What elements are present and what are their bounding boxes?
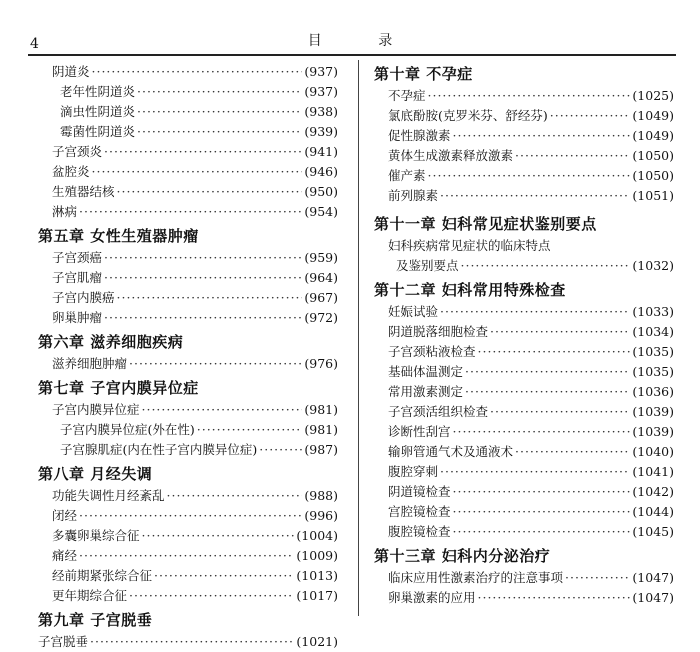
toc-entry[interactable]: 子宫内膜癌 ····· (967) (38, 288, 338, 308)
toc-entry[interactable]: 腹腔穿刺 ····· (1041) (374, 462, 674, 482)
toc-entry[interactable]: 生殖器结核 ····· (950) (38, 182, 338, 202)
chapter-heading[interactable]: 第十一章 妇科常见症状鉴别要点 (374, 215, 597, 233)
chapter-heading[interactable]: 第九章 子宫脱垂 (38, 611, 153, 629)
column-divider (358, 60, 359, 616)
toc-entry[interactable]: 输卵管通气术及通液术 ····· (1040) (374, 442, 674, 462)
toc-entry[interactable]: 基础体温测定 ····· (1035) (374, 362, 674, 382)
chapter-heading[interactable]: 第五章 女性生殖器肿瘤 (38, 227, 199, 245)
toc-entry[interactable]: 滴虫性阴道炎 ····· (938) (38, 102, 338, 122)
page-header (0, 0, 700, 52)
toc-entry[interactable]: 前列腺素 ····· (1051) (374, 186, 674, 206)
toc-entry[interactable]: 霉菌性阴道炎 ····· (939) (38, 122, 338, 142)
chapter-heading[interactable]: 第十章 不孕症 (374, 65, 473, 83)
toc-entry[interactable]: 子宫颈炎 ····· (941) (38, 142, 338, 162)
toc-entry[interactable]: 子宫颈活组织检查 ····· (1039) (374, 402, 674, 422)
toc-entry[interactable]: 及鉴别要点 ····· (1032) (374, 256, 674, 276)
toc-entry[interactable]: 子宫脱垂 ····· (1021) (38, 632, 338, 652)
toc-entry[interactable]: 盆腔炎 ····· (946) (38, 162, 338, 182)
chapter-heading[interactable]: 第十二章 妇科常用特殊检查 (374, 281, 566, 299)
toc-entry[interactable]: 黄体生成激素释放激素 ····· (1050) (374, 146, 674, 166)
toc-right-column (374, 62, 674, 608)
toc-entry[interactable]: 子宫颈癌 ····· (959) (38, 248, 338, 268)
chapter-heading[interactable]: 第八章 月经失调 (38, 465, 153, 483)
toc-entry[interactable]: 临床应用性激素治疗的注意事项 ····· (1047) (374, 568, 674, 588)
toc-entry[interactable]: 常用激素测定 ····· (1036) (374, 382, 674, 402)
running-title: 目 录 (307, 33, 419, 49)
toc-entry[interactable]: 氯底酚胺(克罗米芬、舒经芬) ····· (1049) (374, 106, 674, 126)
toc-entry[interactable]: 卵巢肿瘤 ····· (972) (38, 308, 338, 328)
toc-entry[interactable]: 多囊卵巢综合征 ····· (1004) (38, 526, 338, 546)
toc-entry[interactable]: 催产素 ····· (1050) (374, 166, 674, 186)
toc-entry-line1[interactable]: 妇科疾病常见症状的临床特点 (388, 238, 551, 253)
toc-entry[interactable]: 阴道脱落细胞检查 ····· (1034) (374, 322, 674, 342)
toc-entry[interactable]: 阴道镜检查 ····· (1042) (374, 482, 674, 502)
chapter-heading[interactable]: 第六章 滋养细胞疾病 (38, 333, 184, 351)
toc-entry[interactable]: 闭经 ····· (996) (38, 506, 338, 526)
chapter-heading[interactable]: 第七章 子宫内膜异位症 (38, 379, 199, 397)
toc-left-column (38, 62, 338, 652)
toc-entry[interactable]: 痛经 ····· (1009) (38, 546, 338, 566)
page-number: 4 (30, 36, 39, 52)
toc-entry[interactable]: 子宫内膜异位症(外在性) ····· (981) (38, 420, 338, 440)
toc-entry[interactable]: 诊断性刮宫 ····· (1039) (374, 422, 674, 442)
toc-entry[interactable]: 经前期紧张综合征 ····· (1013) (38, 566, 338, 586)
toc-entry[interactable]: 子宫内膜异位症 ····· (981) (38, 400, 338, 420)
toc-entry[interactable]: 子宫颈粘液检查 ····· (1035) (374, 342, 674, 362)
toc-entry[interactable]: 腹腔镜检查 ····· (1045) (374, 522, 674, 542)
toc-entry[interactable]: 功能失调性月经紊乱 ····· (988) (38, 486, 338, 506)
toc-entry[interactable]: 滋养细胞肿瘤 ····· (976) (38, 354, 338, 374)
toc-entry[interactable]: 卵巢激素的应用 ····· (1047) (374, 588, 674, 608)
toc-entry[interactable]: 妊娠试验 ····· (1033) (374, 302, 674, 322)
toc-entry[interactable]: 促性腺激素 ····· (1049) (374, 126, 674, 146)
toc-entry[interactable]: 更年期综合征 ····· (1017) (38, 586, 338, 606)
chapter-heading[interactable]: 第十三章 妇科内分泌治疗 (374, 547, 551, 565)
toc-entry[interactable]: 阴道炎 ····· (937) (38, 62, 338, 82)
toc-entry[interactable]: 宫腔镜检查 ····· (1044) (374, 502, 674, 522)
header-rule (28, 54, 676, 56)
toc-entry[interactable]: 子宫肌瘤 ····· (964) (38, 268, 338, 288)
toc-entry[interactable]: 老年性阴道炎 ····· (937) (38, 82, 338, 102)
toc-entry[interactable]: 淋病 ····· (954) (38, 202, 338, 222)
toc-entry[interactable]: 子宫腺肌症(内在性子宫内膜异位症) ····· (987) (38, 440, 338, 460)
toc-entry[interactable]: 不孕症 ····· (1025) (374, 86, 674, 106)
